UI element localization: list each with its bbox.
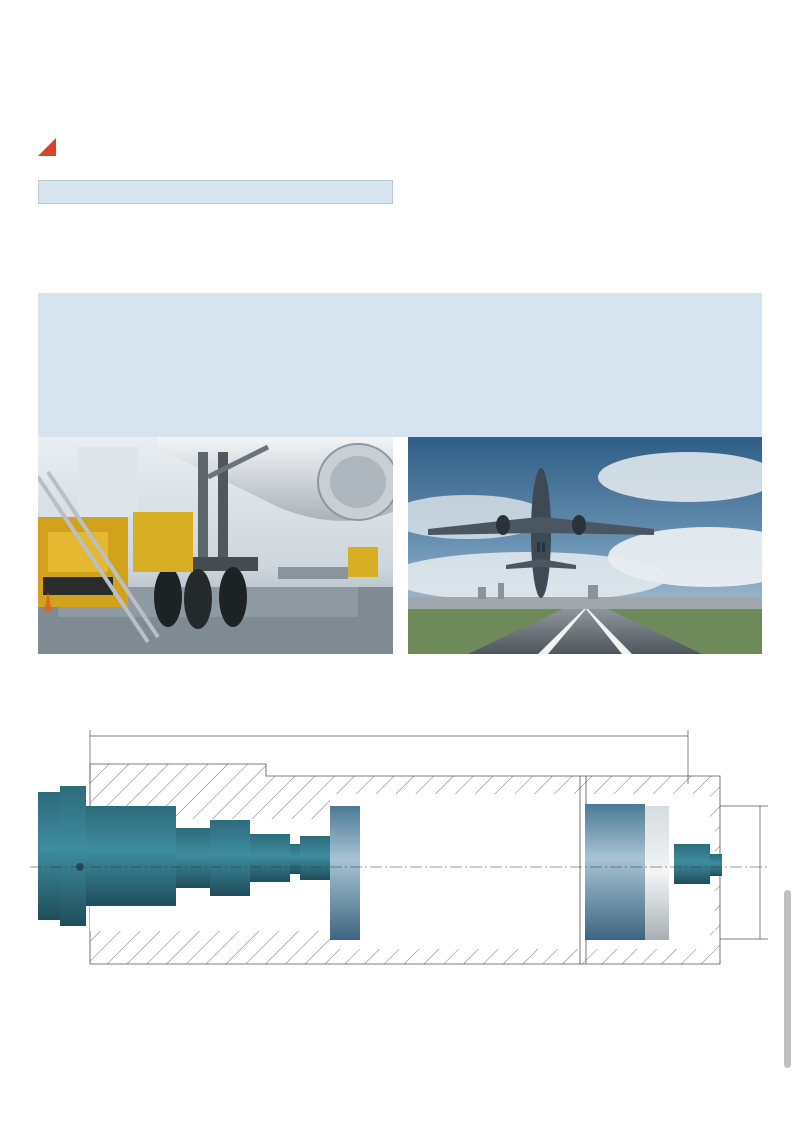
technical-data-table	[38, 180, 393, 204]
table-header	[39, 181, 393, 204]
description-box	[38, 293, 762, 437]
triangle-icon	[38, 138, 56, 156]
landing-gear-photo	[38, 437, 393, 654]
clamping-system-drawing	[30, 724, 770, 984]
airplane-takeoff-photo	[408, 437, 762, 654]
section-heading	[38, 138, 61, 156]
scrollbar[interactable]	[784, 890, 791, 1068]
